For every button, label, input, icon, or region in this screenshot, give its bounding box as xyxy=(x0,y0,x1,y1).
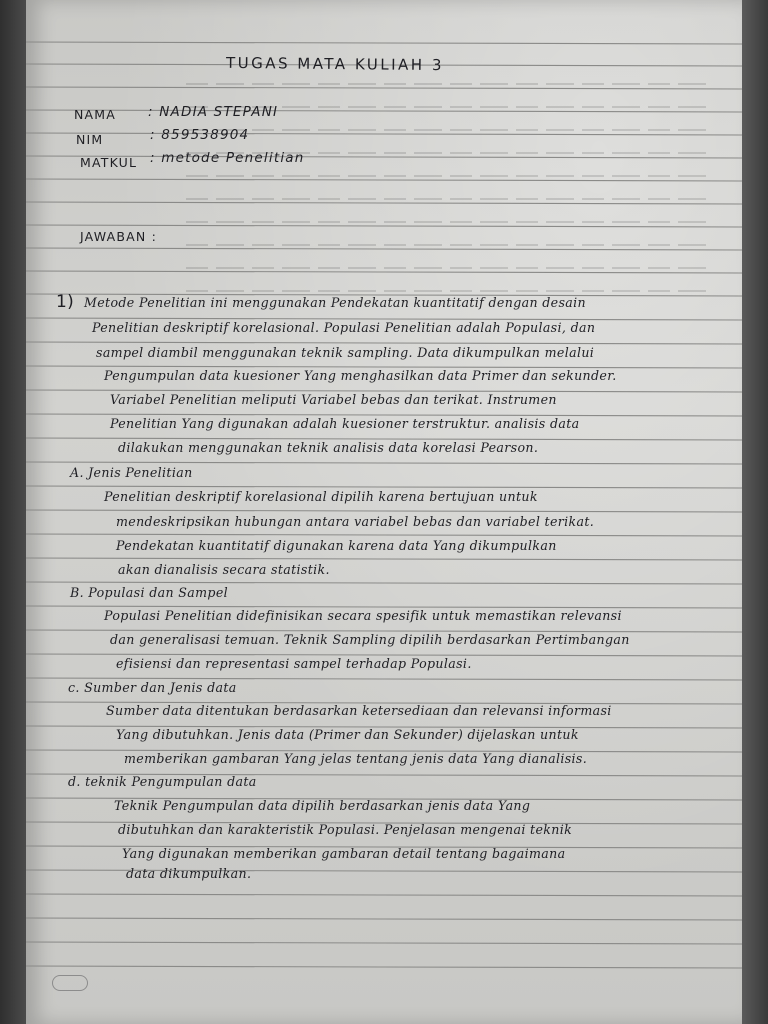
answer-label: JAWABAN : xyxy=(80,229,158,244)
answer-intro-line: Penelitian Yang digunakan adalah kuesioner terstruktur. analisis data xyxy=(110,416,580,431)
answer-intro-line: Pengumpulan data kuesioner Yang menghasilkan data Primer dan sekunder. xyxy=(104,368,617,383)
notebook-page xyxy=(26,0,742,1024)
nim-label: NIM xyxy=(76,132,104,147)
matkul-label: MATKUL xyxy=(80,155,138,170)
name-label: NAMA xyxy=(74,107,117,122)
section-line: dibutuhkan dan karakteristik Populasi. Penjelasan mengenai teknik xyxy=(118,822,573,837)
section-line: memberikan gambaran Yang jelas tentang jenis data Yang dianalisis. xyxy=(124,751,588,766)
section-line: efisiensi dan representasi sampel terhadap Populasi. xyxy=(116,656,472,671)
page-stamp-mark xyxy=(52,975,88,991)
section-line: dan generalisasi temuan. Teknik Sampling dipilih berdasarkan Pertimbangan xyxy=(110,632,630,647)
section-line: Pendekatan kuantitatif digunakan karena data Yang dikumpulkan xyxy=(116,538,557,553)
section-line: Yang digunakan memberikan gambaran detail tentang bagaimana xyxy=(122,846,566,861)
section-line: Teknik Pengumpulan data dipilih berdasarkan jenis data Yang xyxy=(114,798,531,813)
answer-intro-line: Variabel Penelitian meliputi Variabel bebas dan terikat. Instrumen xyxy=(110,392,557,407)
answer-number: 1) xyxy=(56,292,75,312)
section-heading: d. teknik Pengumpulan data xyxy=(68,774,257,789)
section-line: mendeskripsikan hubungan antara variabel bebas dan variabel terikat. xyxy=(116,514,595,529)
name-value: : NADIA STEPANI xyxy=(148,104,279,120)
section-line: akan dianalisis secara statistik. xyxy=(118,562,330,577)
matkul-value: : metode Penelitian xyxy=(150,150,305,166)
answer-intro-line: sampel diambil menggunakan teknik sampling. Data dikumpulkan melalui xyxy=(96,345,595,360)
section-line: data dikumpulkan. xyxy=(126,866,252,881)
answer-intro-line: Metode Penelitian ini menggunakan Pendekatan kuantitatif dengan desain xyxy=(84,295,586,310)
section-line: Populasi Penelitian didefinisikan secara spesifik untuk memastikan relevansi xyxy=(104,608,622,623)
answer-intro-line: dilakukan menggunakan teknik analisis data korelasi Pearson. xyxy=(118,440,539,455)
section-heading: B. Populasi dan Sampel xyxy=(70,585,229,600)
page-title: TUGAS MATA KULIAH 3 xyxy=(225,53,445,75)
section-heading: A. Jenis Penelitian xyxy=(70,465,193,480)
section-line: Yang dibutuhkan. Jenis data (Primer dan Sekunder) dijelaskan untuk xyxy=(116,727,579,742)
section-heading: c. Sumber dan Jenis data xyxy=(68,680,237,695)
nim-value: : 859538904 xyxy=(150,127,250,143)
section-line: Sumber data ditentukan berdasarkan ketersediaan dan relevansi informasi xyxy=(106,703,612,718)
section-line: Penelitian deskriptif korelasional dipilih karena bertujuan untuk xyxy=(104,489,538,504)
answer-intro-line: Penelitian deskriptif korelasional. Populasi Penelitian adalah Populasi, dan xyxy=(92,320,596,335)
